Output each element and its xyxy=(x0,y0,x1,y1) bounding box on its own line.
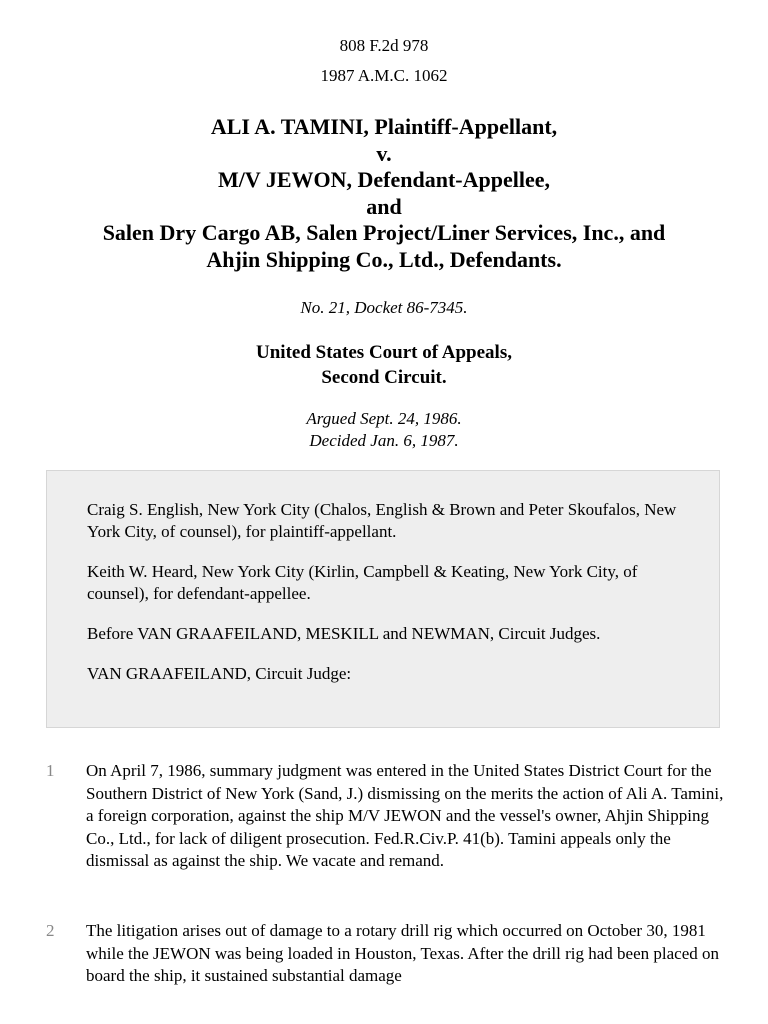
paragraph-number: 1 xyxy=(46,761,55,780)
decided-date: Decided Jan. 6, 1987. xyxy=(309,431,459,450)
caption-other-defendants-1: Salen Dry Cargo AB, Salen Project/Liner Services, Inc., and xyxy=(102,220,666,245)
caption-and: and xyxy=(366,193,402,219)
counsel-box xyxy=(46,470,720,728)
court-name-line-2: Second Circuit. xyxy=(321,367,447,388)
panel-judges: Before VAN GRAAFEILAND, MESKILL and NEWMAN, Circuit Judges. xyxy=(87,624,601,643)
court-name xyxy=(0,340,768,390)
opinion-author: VAN GRAAFEILAND, Circuit Judge: xyxy=(87,664,352,683)
case-caption xyxy=(40,114,728,273)
argued-date: Argued Sept. 24, 1986. xyxy=(306,409,462,428)
paragraph-text: On April 7, 1986, summary judgment was entered in the United States District Court for the Southern District of New York (Sand, J.) dismissing on the merits the action of Ali A. Tamini, a foreign corporation, against the ship M/V JEWON and the vessel's owner, Ahjin Shipping Co., Ltd., for lack of diligent prosecution. Fed.R.Civ.P. 41(b). Tamini appeals only the dismissal as against the ship. We vacate and remand. xyxy=(86,761,724,870)
court-name-line-1: United States Court of Appeals, xyxy=(256,342,512,363)
docket-number: No. 21, Docket 86-7345. xyxy=(300,298,468,317)
paragraph-number: 2 xyxy=(46,921,55,940)
reporter-citation: 808 F.2d 978 xyxy=(339,36,429,55)
defendant-counsel: Keith W. Heard, New York City (Kirlin, Campbell & Keating, New York City, of counsel), for defendant-appellee. xyxy=(87,562,638,603)
caption-other-defendants-2: Ahjin Shipping Co., Ltd., Defendants. xyxy=(206,246,562,272)
paragraph-text: The litigation arises out of damage to a rotary drill rig which occurred on October 30, 1981 while the JEWON was being loaded in Houston, Texas. After the drill rig had been placed on board the ship, it sustained substantial damage xyxy=(86,921,720,985)
plaintiff-counsel: Craig S. English, New York City (Chalos, English & Brown and Peter Skoufalos, New York City, of counsel), for plaintiff-appellant. xyxy=(87,500,677,541)
case-dates xyxy=(0,408,768,452)
caption-plaintiff: ALI A. TAMINI, Plaintiff-Appellant, xyxy=(210,114,558,139)
caption-defendant: M/V JEWON, Defendant-Appellee, xyxy=(217,167,551,192)
amc-citation: 1987 A.M.C. 1062 xyxy=(320,66,448,85)
caption-versus: v. xyxy=(376,140,392,166)
